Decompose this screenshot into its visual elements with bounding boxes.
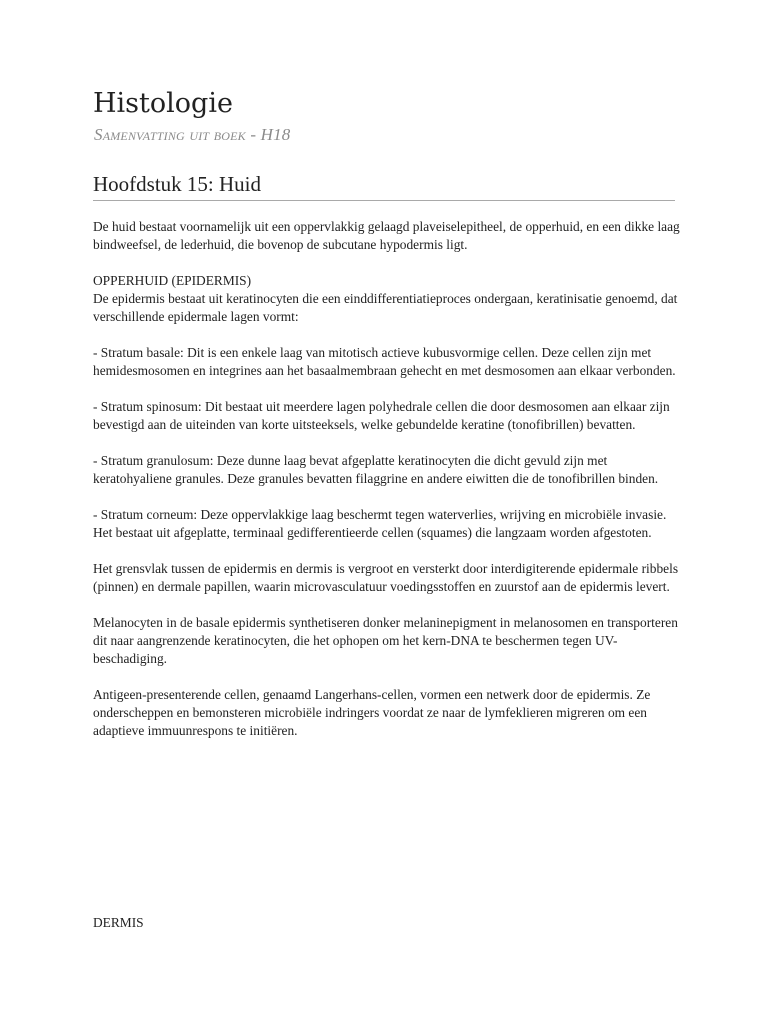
- layer-stratum-basale: - Stratum basale: Dit is een enkele laag van mitotisch actieve kubusvormige cellen. Deze cellen zijn met hemidesmosomen en integrines aan het basaalmembraan gehecht en met desmosomen aan elkaar verbonden.: [93, 345, 676, 378]
- document-subtitle: Samenvatting uit boek - H18: [94, 125, 291, 144]
- epidermis-section: [93, 272, 683, 326]
- document-title: Histologie: [93, 88, 233, 119]
- layer-stratum-corneum: - Stratum corneum: Deze oppervlakkige laag beschermt tegen waterverlies, wrijving en microbiële invasie. Het bestaat uit afgeplatte, terminaal gedifferentieerde cellen (squames) die langzaam worden afgestoten.: [93, 507, 667, 540]
- chapter-body: [93, 218, 683, 758]
- epidermis-heading: OPPERHUID (EPIDERMIS): [93, 273, 252, 288]
- layer-stratum-granulosum: - Stratum granulosum: Deze dunne laag bevat afgeplatte keratinocyten die dicht gevuld zijn met keratohyaliene granules. Deze granules bevatten filaggrine en andere eiwitten die de tonofibrillen binden.: [93, 453, 659, 486]
- paragraph-dermal-papillae: Het grensvlak tussen de epidermis en dermis is vergroot en versterkt door interdigiterende epidermale ribbels (pinnen) en dermale papillen, waarin microvasculatuur voedingsstoffen en zuurstof aan de epidermis levert.: [93, 561, 679, 594]
- paragraph-melanocytes: Melanocyten in de basale epidermis synthetiseren donker melaninepigment in melanosomen en transporteren dit naar aangrenzende keratinocyten, die het ophopen om het kern-DNA te beschermen tegen UV-beschadiging.: [93, 615, 678, 666]
- paragraph-langerhans-cells: Antigeen-presenterende cellen, genaamd Langerhans-cellen, vormen een netwerk door de epidermis. Ze onderscheppen en bemonsteren microbiële indringers voordat ze naar de lymfeklieren migreren om een adaptieve immuunrespons te initiëren.: [93, 687, 651, 738]
- epidermis-intro: De epidermis bestaat uit keratinocyten die een einddifferentiatieproces ondergaan, keratinisatie genoemd, dat verschillende epidermale lagen vormt:: [93, 291, 678, 324]
- heading-divider: [93, 200, 675, 201]
- layer-stratum-spinosum: - Stratum spinosum: Dit bestaat uit meerdere lagen polyhedrale cellen die door desmosomen aan elkaar zijn bevestigd aan de uiteinden van korte uitsteeksels, welke gebundelde keratine (tonofibrillen) bevatten.: [93, 399, 670, 432]
- intro-paragraph: De huid bestaat voornamelijk uit een oppervlakkig gelaagd plaveiselepitheel, de opperhuid, en een dikke laag bindweefsel, de lederhuid, die bovenop de subcutane hypodermis ligt.: [93, 219, 680, 252]
- chapter-heading: Hoofdstuk 15: Huid: [93, 172, 261, 196]
- dermis-heading: DERMIS: [93, 915, 144, 930]
